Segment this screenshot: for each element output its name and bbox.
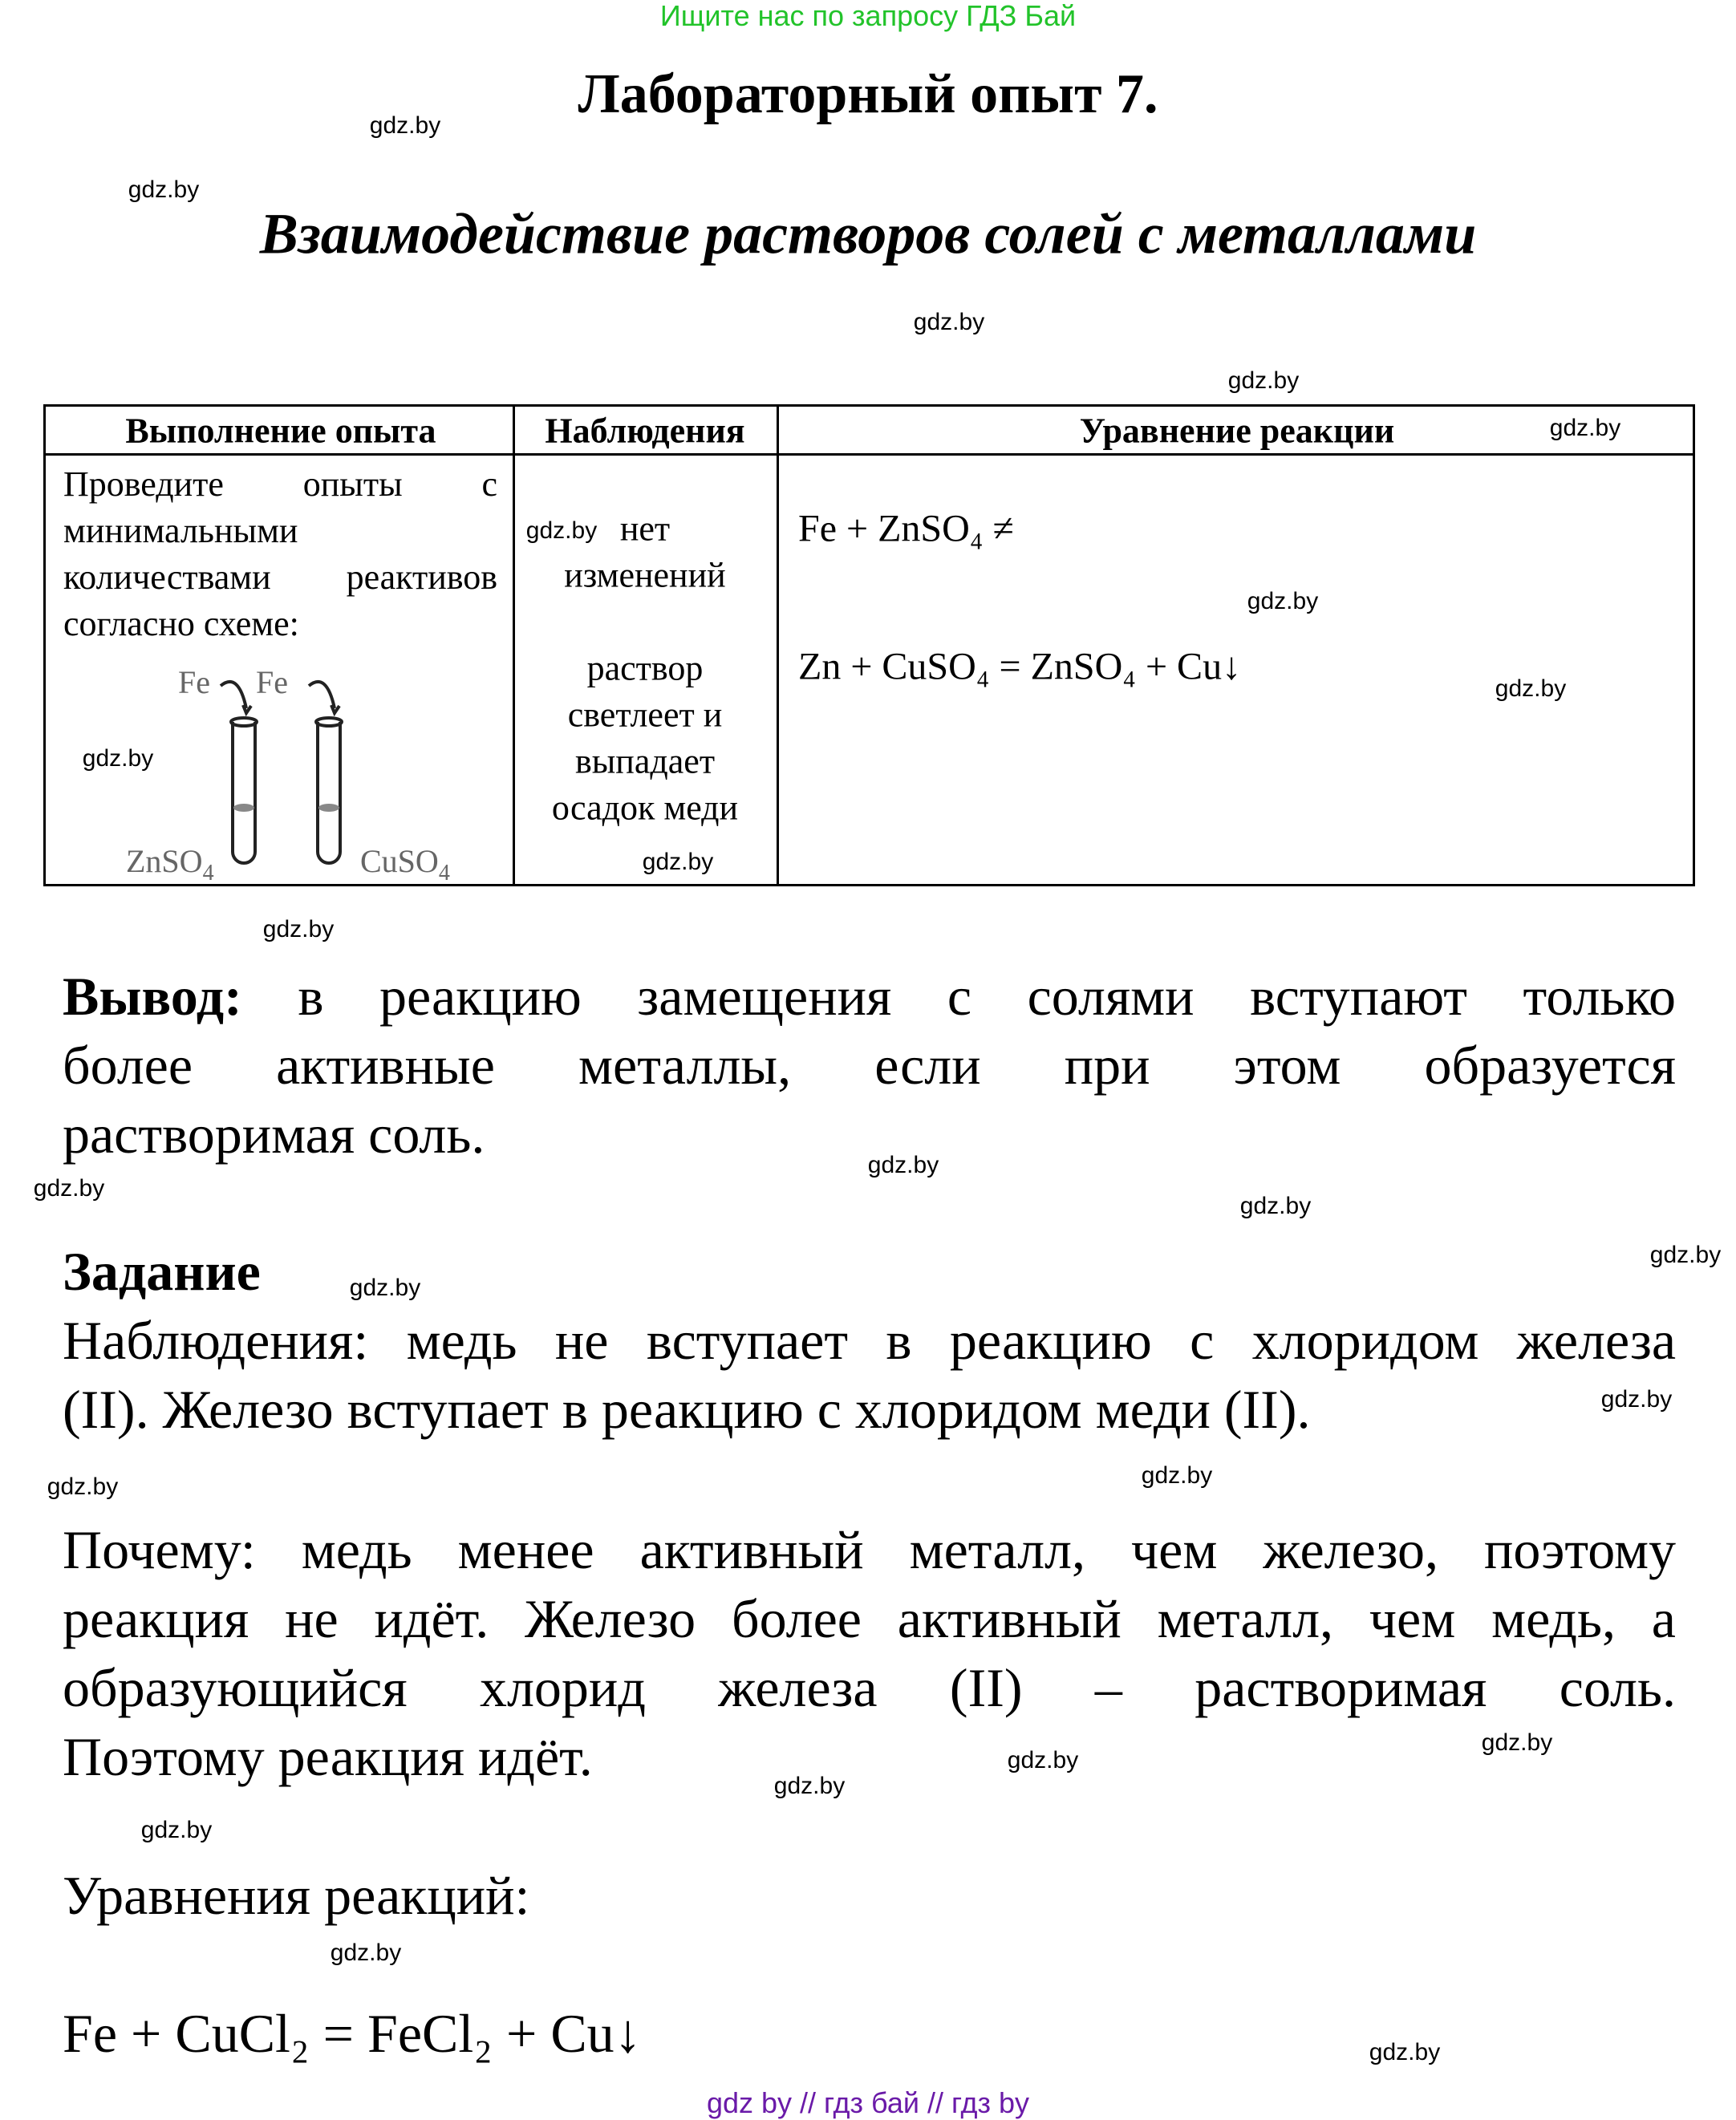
task-section bbox=[63, 1237, 1676, 1444]
page-title: Лабораторный опыт 7. bbox=[578, 63, 1158, 125]
observation-line: раствор bbox=[586, 648, 704, 688]
watermark: gdz.by bbox=[47, 1473, 119, 1500]
watermark: gdz.by bbox=[140, 1817, 213, 1843]
watermark: gdz.by bbox=[1495, 675, 1567, 702]
task-observation-line: Наблюдения: медь не вступает в реакцию с хлоридом железа bbox=[63, 1310, 1676, 1371]
watermark: gdz.by bbox=[369, 112, 441, 139]
watermark: gdz.by bbox=[262, 916, 335, 942]
task-heading: Задание bbox=[63, 1241, 261, 1302]
conclusion-label: Вывод: bbox=[63, 966, 242, 1027]
header-equation: Уравнение реакции bbox=[1079, 411, 1395, 451]
conclusion-line: в реакцию замещения с солями вступают только bbox=[298, 966, 1677, 1027]
procedure-line: Проведите опыты с bbox=[63, 464, 497, 504]
conclusion-line: растворимая соль. bbox=[63, 1104, 485, 1165]
watermark: gdz.by bbox=[1141, 1462, 1213, 1489]
watermark: gdz.by bbox=[1549, 415, 1621, 441]
watermark: gdz.by bbox=[1007, 1747, 1079, 1773]
watermark: gdz.by bbox=[642, 849, 714, 875]
column-divider bbox=[513, 407, 515, 884]
watermark: gdz.by bbox=[1481, 1729, 1553, 1756]
why-line: Почему: медь менее активный металл, чем железо, поэтому bbox=[63, 1519, 1676, 1580]
page-subtitle: Взаимодействие растворов солей с металлами bbox=[259, 201, 1477, 266]
watermark: gdz.by bbox=[1369, 2039, 1441, 2065]
watermark: gdz.by bbox=[867, 1152, 939, 1178]
footer-links[interactable]: gdz by // гдз бай // гдз by bbox=[706, 2086, 1030, 2119]
experiment-table bbox=[43, 404, 1695, 886]
observation-line: светлеет и bbox=[567, 695, 723, 735]
observation-line: выпадает bbox=[574, 741, 716, 781]
watermark: gdz.by bbox=[913, 309, 985, 335]
watermark: gdz.by bbox=[1247, 588, 1319, 614]
solution-label-2: CuSO$_4$ bbox=[360, 843, 450, 886]
solution-label-1: ZnSO$_4$ bbox=[126, 843, 214, 886]
metal-label-1: Fe bbox=[178, 664, 210, 700]
header-procedure: Выполнение опыта bbox=[125, 411, 436, 451]
search-banner[interactable]: Ищите нас по запросу ГДЗ Бай bbox=[659, 0, 1077, 32]
watermark: gdz.by bbox=[349, 1275, 421, 1301]
why-line: реакция не идёт. Железо более активный металл, чем медь, а bbox=[63, 1588, 1676, 1649]
observation-line: изменений bbox=[564, 555, 726, 595]
watermark: gdz.by bbox=[1600, 1386, 1673, 1413]
watermark: gdz.by bbox=[1649, 1242, 1722, 1268]
watermark: gdz.by bbox=[82, 745, 154, 772]
observation-line: осадок меди bbox=[551, 788, 739, 828]
header-observations: Наблюдения bbox=[545, 411, 745, 451]
watermark: gdz.by bbox=[525, 517, 598, 544]
watermark: gdz.by bbox=[773, 1773, 846, 1799]
test-tube-diagram bbox=[46, 407, 513, 886]
procedure-line: согласно схеме: bbox=[63, 604, 299, 643]
conclusion-line: более активные металлы, если при этом образуется bbox=[63, 1035, 1676, 1096]
equations-label: Уравнения реакций: bbox=[63, 1865, 530, 1926]
solution-fill bbox=[233, 804, 339, 812]
observation-line: нет bbox=[619, 509, 671, 549]
conclusion bbox=[63, 962, 1676, 1169]
metal-label-2: Fe bbox=[256, 664, 288, 700]
watermark: gdz.by bbox=[330, 1940, 402, 1966]
why-line: образующийся хлорид железа (II) – растворимая соль. bbox=[63, 1657, 1676, 1718]
equation-fe-znso4: Fe + ZnSO₄ ≠ bbox=[798, 507, 1014, 550]
watermark: gdz.by bbox=[33, 1175, 105, 1202]
watermark: gdz.by bbox=[1239, 1193, 1312, 1219]
watermark: gdz.by bbox=[128, 176, 200, 203]
watermark: gdz.by bbox=[1227, 367, 1300, 394]
procedure-line: количествами реактивов bbox=[63, 557, 497, 597]
test-tube-icons bbox=[231, 718, 342, 863]
task-observation-line: (II). Железо вступает в реакцию с хлоридом меди (II). bbox=[63, 1379, 1311, 1440]
equation-zn-cuso4: Zn + CuSO₄ = ZnSO₄ + Cu↓ bbox=[798, 645, 1242, 688]
task-why bbox=[63, 1515, 1676, 1791]
column-divider bbox=[777, 407, 779, 884]
procedure-line: минимальными bbox=[63, 511, 298, 550]
why-line: Поэтому реакция идёт. bbox=[63, 1726, 593, 1787]
task-equation: Fe + CuCl₂ = FeCl₂ + Cu↓ bbox=[63, 2003, 642, 2064]
